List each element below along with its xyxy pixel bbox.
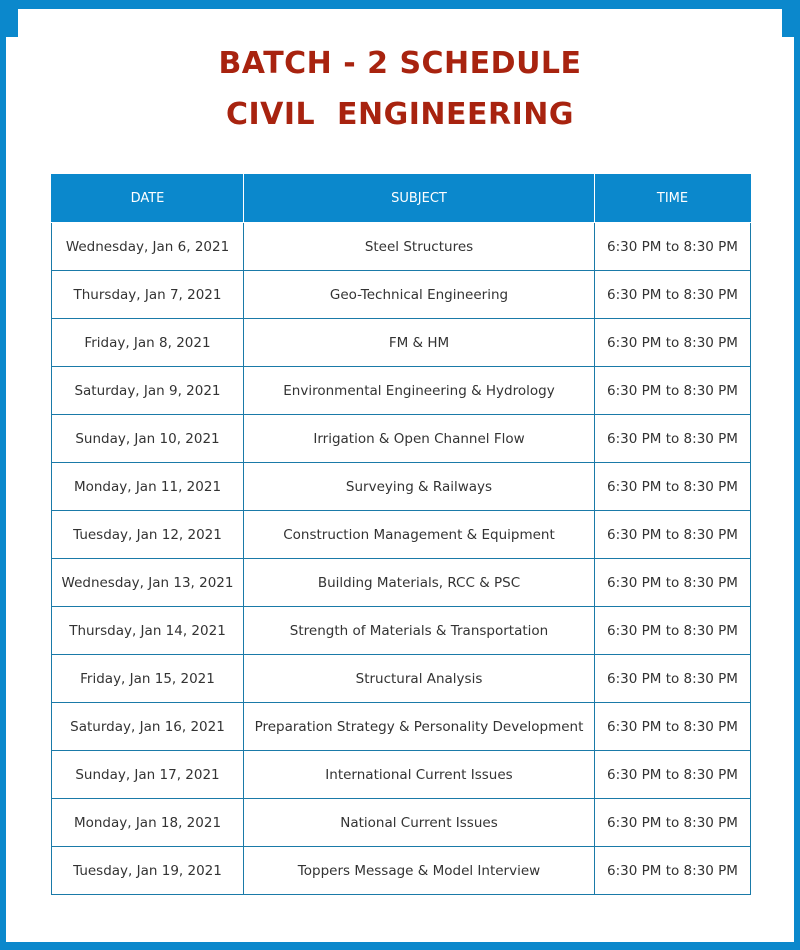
subject-cell: International Current Issues <box>244 751 595 799</box>
table-row <box>52 367 751 415</box>
time-cell: 6:30 PM to 8:30 PM <box>595 559 751 607</box>
department-title: CIVIL ENGINEERING <box>225 97 575 132</box>
date-cell: Tuesday, Jan 19, 2021 <box>52 847 244 895</box>
time-cell: 6:30 PM to 8:30 PM <box>595 607 751 655</box>
date-cell: Saturday, Jan 9, 2021 <box>52 367 244 415</box>
date-cell: Wednesday, Jan 13, 2021 <box>52 559 244 607</box>
time-cell: 6:30 PM to 8:30 PM <box>595 511 751 559</box>
time-cell: 6:30 PM to 8:30 PM <box>595 223 751 271</box>
table-row <box>52 655 751 703</box>
subject-cell: Structural Analysis <box>244 655 595 703</box>
table-row <box>52 463 751 511</box>
border-tab-right <box>782 9 794 37</box>
subject-cell: Environmental Engineering & Hydrology <box>244 367 595 415</box>
table-row <box>52 607 751 655</box>
table-row <box>52 847 751 895</box>
subject-cell: Steel Structures <box>244 223 595 271</box>
border-tab-left <box>6 9 18 37</box>
table-row <box>52 223 751 271</box>
time-cell: 6:30 PM to 8:30 PM <box>595 655 751 703</box>
table-header-row <box>52 175 751 223</box>
date-cell: Wednesday, Jan 6, 2021 <box>52 223 244 271</box>
subject-cell: Geo-Technical Engineering <box>244 271 595 319</box>
time-cell: 6:30 PM to 8:30 PM <box>595 415 751 463</box>
table-row <box>52 751 751 799</box>
date-cell: Thursday, Jan 7, 2021 <box>52 271 244 319</box>
subject-cell: FM & HM <box>244 319 595 367</box>
subject-cell: Irrigation & Open Channel Flow <box>244 415 595 463</box>
subject-cell: Preparation Strategy & Personality Development <box>244 703 595 751</box>
subject-cell: Strength of Materials & Transportation <box>244 607 595 655</box>
date-cell: Tuesday, Jan 12, 2021 <box>52 511 244 559</box>
date-cell: Saturday, Jan 16, 2021 <box>52 703 244 751</box>
subject-cell: Surveying & Railways <box>244 463 595 511</box>
time-cell: 6:30 PM to 8:30 PM <box>595 367 751 415</box>
date-cell: Sunday, Jan 10, 2021 <box>52 415 244 463</box>
date-cell: Sunday, Jan 17, 2021 <box>52 751 244 799</box>
header-time: TIME <box>595 175 751 223</box>
table-row <box>52 415 751 463</box>
table-row <box>52 703 751 751</box>
date-cell: Friday, Jan 8, 2021 <box>52 319 244 367</box>
time-cell: 6:30 PM to 8:30 PM <box>595 319 751 367</box>
time-cell: 6:30 PM to 8:30 PM <box>595 463 751 511</box>
table-row <box>52 271 751 319</box>
date-cell: Monday, Jan 18, 2021 <box>52 799 244 847</box>
table-row <box>52 799 751 847</box>
time-cell: 6:30 PM to 8:30 PM <box>595 703 751 751</box>
schedule-table <box>51 174 751 895</box>
schedule-table-body <box>52 223 751 895</box>
time-cell: 6:30 PM to 8:30 PM <box>595 799 751 847</box>
subject-cell: Building Materials, RCC & PSC <box>244 559 595 607</box>
table-row <box>52 511 751 559</box>
header-subject: SUBJECT <box>244 175 595 223</box>
table-row <box>52 319 751 367</box>
header-date: DATE <box>52 175 244 223</box>
time-cell: 6:30 PM to 8:30 PM <box>595 847 751 895</box>
schedule-title: BATCH - 2 SCHEDULE <box>218 46 582 81</box>
table-row <box>52 559 751 607</box>
subject-cell: National Current Issues <box>244 799 595 847</box>
date-cell: Friday, Jan 15, 2021 <box>52 655 244 703</box>
date-cell: Thursday, Jan 14, 2021 <box>52 607 244 655</box>
date-cell: Monday, Jan 11, 2021 <box>52 463 244 511</box>
time-cell: 6:30 PM to 8:30 PM <box>595 751 751 799</box>
subject-cell: Toppers Message & Model Interview <box>244 847 595 895</box>
time-cell: 6:30 PM to 8:30 PM <box>595 271 751 319</box>
subject-cell: Construction Management & Equipment <box>244 511 595 559</box>
